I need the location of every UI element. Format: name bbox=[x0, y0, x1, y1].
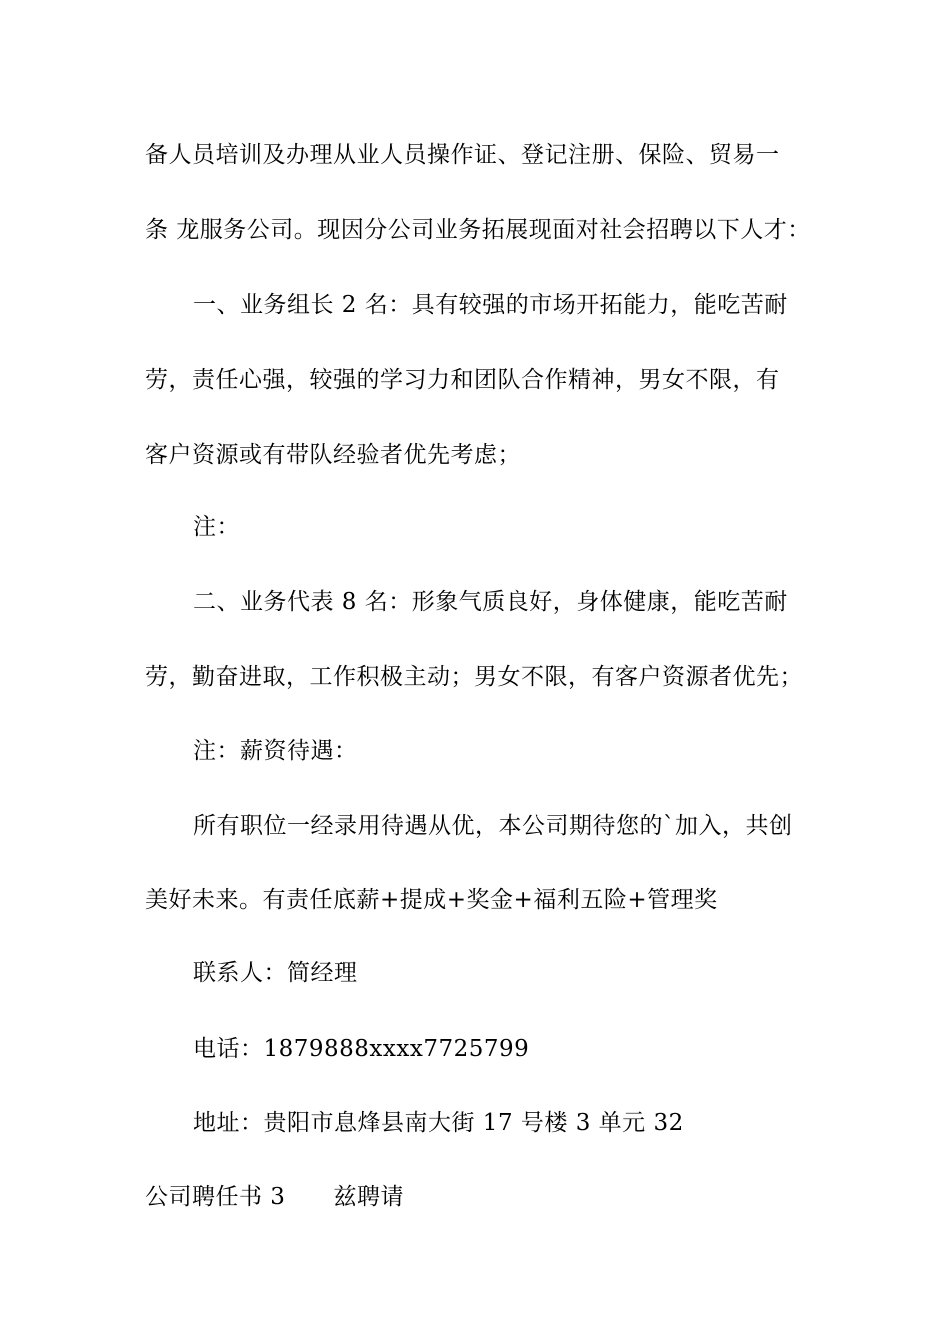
contact-phone: 电话：1879888xxxx7725799 bbox=[193, 1036, 530, 1062]
appointment-heading-line bbox=[145, 1182, 404, 1212]
paragraph-line: 美好未来。有责任底薪+提成+奖金+福利五险+管理奖 bbox=[145, 887, 718, 913]
appointment-opening: 兹聘请 bbox=[333, 1184, 404, 1210]
paragraph-line: 所有职位一经录用待遇从优，本公司期待您的`加入，共创 bbox=[193, 813, 793, 839]
paragraph-line: 二、业务代表 8 名：形象气质良好，身体健康，能吃苦耐 bbox=[193, 589, 788, 615]
paragraph-line: 条 龙服务公司。现因分公司业务拓展现面对社会招聘以下人才： bbox=[145, 217, 811, 243]
paragraph-line: 一、业务组长 2 名：具有较强的市场开拓能力，能吃苦耐 bbox=[193, 292, 788, 318]
paragraph-line: 备人员培训及办理从业人员操作证、登记注册、保险、贸易一 bbox=[145, 142, 780, 168]
paragraph-line: 注：薪资待遇： bbox=[193, 738, 358, 764]
contact-person: 联系人：简经理 bbox=[193, 960, 358, 986]
paragraph-line: 客户资源或有带队经验者优先考虑； bbox=[145, 442, 521, 468]
paragraph-line: 劳，责任心强，较强的学习力和团队合作精神，男女不限，有 bbox=[145, 367, 780, 393]
paragraph-line: 注： bbox=[193, 514, 240, 540]
contact-address: 地址：贵阳市息烽县南大街 17 号楼 3 单元 32 bbox=[193, 1110, 684, 1136]
appointment-title: 公司聘任书 3 bbox=[145, 1184, 286, 1210]
paragraph-line: 劳，勤奋进取，工作积极主动；男女不限，有客户资源者优先； bbox=[145, 664, 803, 690]
